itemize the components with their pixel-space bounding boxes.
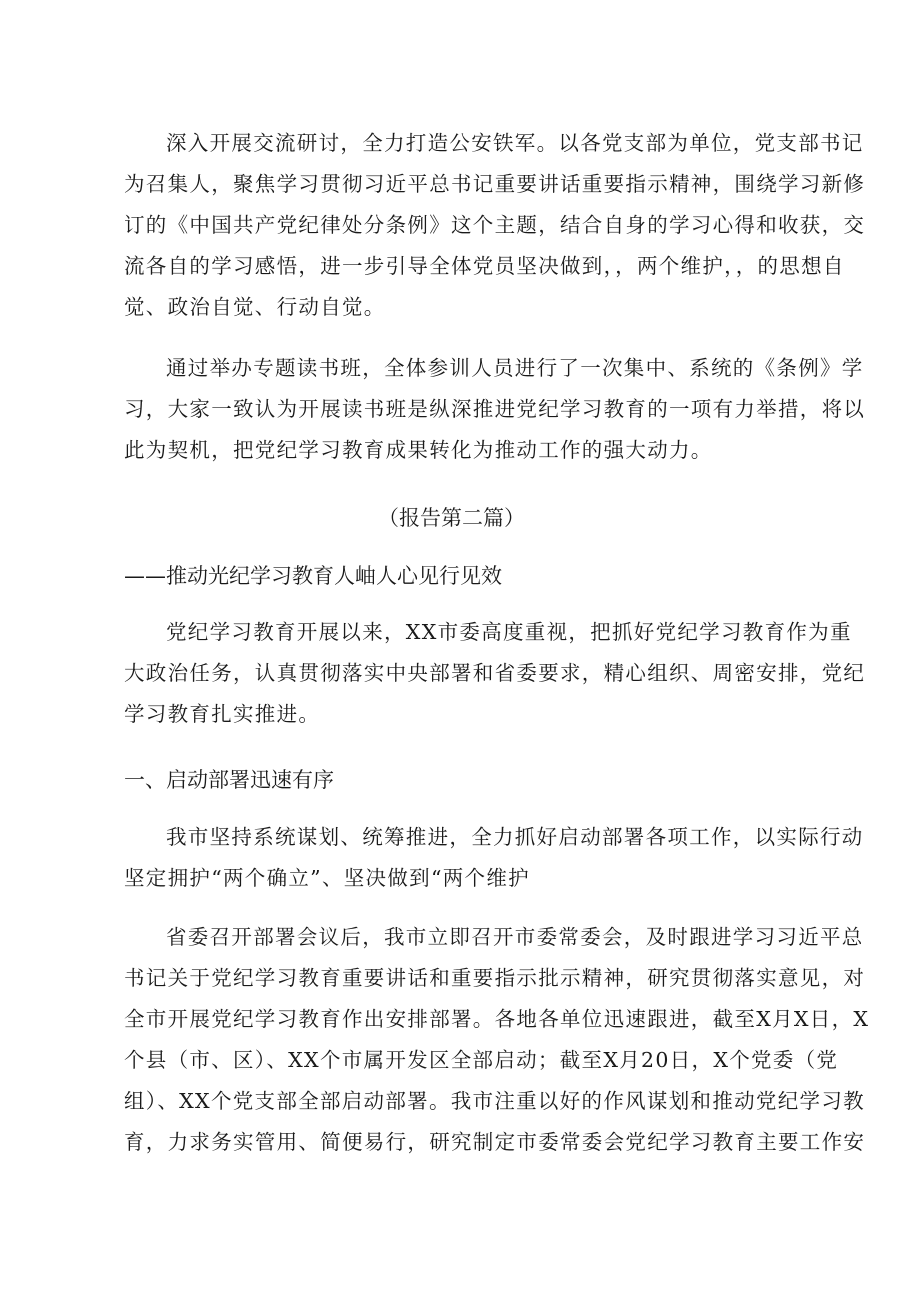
paragraph-line: 我市坚持系统谋划、统筹推进，全力抓好启动部署各项工作，以实际行动 [166,825,864,849]
paragraph-line: 全市开展党纪学习教育作出安排部署。各地各单位迅速跟进，截至X月X日，X [124,1007,870,1031]
paragraph-line: 大政治任务，认真贯彻落实中央部署和省委要求，精心组织、周密安排，党纪 [124,661,866,685]
paragraph-line: 省委召开部署会议后，我市立即召开市委常委会，及时跟进学习习近平总 [166,925,864,949]
paragraph-line: 通过举办专题读书班，全体参训人员进行了一次集中、系统的《条例》学 [166,356,864,380]
paragraph-3 [124,612,864,735]
paragraph-line: 习，大家一致认为开展读书班是纵深推进党纪学习教育的一项有力举措，将以 [124,397,866,421]
paragraph-line: 育，力求务实管用、简便易行，研究制定市委常委会党纪学习教育主要工作安 [124,1130,866,1154]
paragraph-line: 此为契机，把党纪学习教育成果转化为推动工作的强大动力。 [124,438,713,462]
paragraph-line: 订的《中国共产党纪律处分条例》这个主题，结合自身的学习心得和收获，交 [124,213,866,237]
paragraph-2 [124,348,864,471]
paragraph-1 [124,123,864,328]
paragraph-line: 流各自的学习感悟，进一步引导全体党员坚决做到，，两个维护，，的思想自 [124,254,845,278]
paragraph-line: 深入开展交流研讨，全力打造公安铁军。以各党支部为单位，党支部书记 [166,131,864,155]
paragraph-line: 坚定拥护“两个确立”、坚决做到“两个维护 [124,866,530,890]
paragraph-line: 党纪学习教育开展以来，XX市委高度重视，把抓好党纪学习教育作为重 [166,620,852,644]
section-title: （报告第二篇） [378,506,525,530]
paragraph-line: 觉、政治自觉、行动自觉。 [124,295,386,319]
paragraph-line: 学习教育扎实推进。 [124,702,321,726]
subtitle: ——推动光纪学习教育人岫人心见行见效 [124,564,502,588]
paragraph-line: 个县（市、区）、XX个市属开发区全部启动；截至X月20日，X个党委（党 [124,1048,839,1072]
heading-1: 一、启动部署迅速有序 [124,768,334,792]
paragraph-5 [124,917,870,1163]
paragraph-line: 组）、XX个党支部全部启动部署。我市注重以好的作风谋划和推动党纪学习教 [124,1089,865,1113]
paragraph-4 [124,817,864,899]
paragraph-line: 书记关于党纪学习教育重要讲话和重要指示批示精神，研究贯彻落实意见，对 [124,966,866,990]
paragraph-line: 为召集人，聚焦学习贯彻习近平总书记重要讲话重要指示精神，围绕学习新修 [124,172,866,196]
